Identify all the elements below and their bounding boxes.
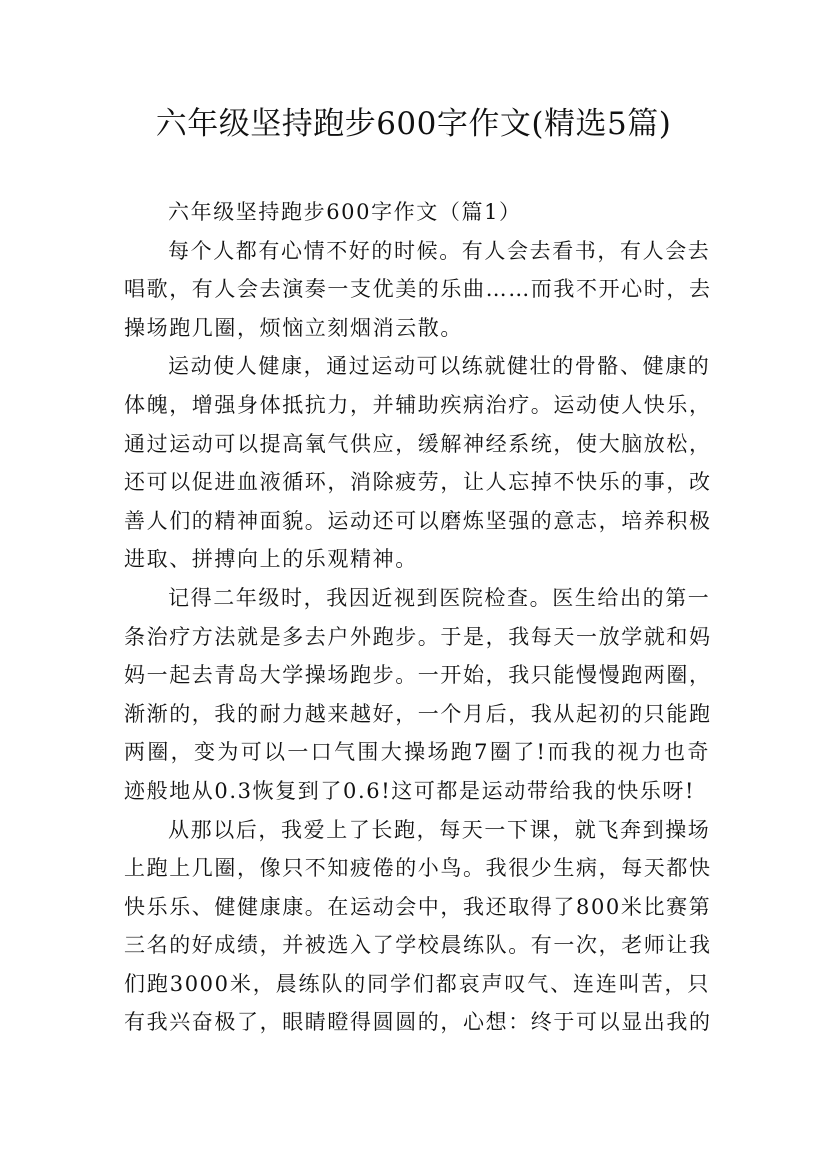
paragraph-line: 两圈，变为可以一口气围大操场跑7圈了!而我的视力也奇 (124, 740, 710, 765)
paragraph-line: 进取、拼搏向上的乐观精神。 (124, 547, 418, 572)
section-heading: 六年级坚持跑步600字作文（篇1） (168, 200, 522, 224)
paragraph-line: 上跑上几圈，像只不知疲倦的小鸟。我很少生病，每天都快 (124, 856, 712, 881)
paragraph-line: 有我兴奋极了，眼睛瞪得圆圆的，心想：终于可以显出我的 (124, 1010, 712, 1035)
paragraph-line: 善人们的精神面貌。运动还可以磨炼坚强的意志，培养积极 (124, 508, 712, 533)
paragraph-line: 妈一起去青岛大学操场跑步。一开始，我只能慢慢跑两圈， (124, 663, 712, 688)
paragraph-line: 从那以后，我爱上了长跑，每天一下课，就飞奔到操场 (168, 817, 711, 842)
paragraph-line: 记得二年级时，我因近视到医院检查。医生给出的第一 (168, 585, 711, 610)
document-title: 六年级坚持跑步600字作文(精选5篇) (155, 106, 672, 142)
paragraph-line: 体魄，增强身体抵抗力，并辅助疾病治疗。运动使人快乐， (124, 392, 712, 417)
paragraph-line: 迹般地从0.3恢复到了0.6!这可都是运动带给我的快乐呀! (124, 778, 696, 803)
paragraph-line: 通过运动可以提高氧气供应，缓解神经系统，使大脑放松， (124, 431, 712, 456)
paragraph-line: 还可以促进血液循环，消除疲劳，让人忘掉不快乐的事，改 (124, 470, 712, 495)
paragraph-line: 们跑3000米，晨练队的同学们都哀声叹气、连连叫苦，只 (124, 971, 710, 996)
paragraph-line: 运动使人健康，通过运动可以练就健壮的骨骼、健康的 (168, 354, 711, 379)
paragraph-line: 快乐乐、健健康康。在运动会中，我还取得了800米比赛第 (124, 894, 712, 919)
paragraph-line: 渐渐的，我的耐力越来越好，一个月后，我从起初的只能跑 (124, 701, 712, 726)
paragraph-line: 条治疗方法就是多去户外跑步。于是，我每天一放学就和妈 (124, 624, 712, 649)
paragraph-line: 三名的好成绩，并被选入了学校晨练队。有一次，老师让我 (124, 933, 712, 958)
document-body (124, 193, 710, 1042)
paragraph-line: 操场跑几圈，烦恼立刻烟消云散。 (124, 315, 463, 340)
paragraph-line: 每个人都有心情不好的时候。有人会去看书，有人会去 (168, 238, 711, 263)
paragraph-line: 唱歌，有人会去演奏一支优美的乐曲……而我不开心时，去 (124, 277, 712, 302)
